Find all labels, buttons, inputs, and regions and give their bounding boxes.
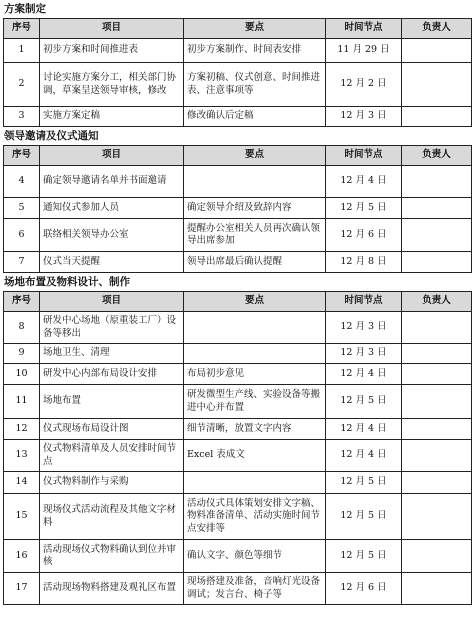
row-item: 研发中心场地（原重装工厂）设备等移出: [40, 312, 184, 344]
row-time: 12 月 6 日: [326, 219, 402, 252]
row-item: 活动现场物料搭建及观礼区布置: [40, 573, 184, 605]
table-row: [4, 494, 472, 540]
table-row: [4, 39, 472, 63]
table-header-row: [4, 19, 472, 39]
row-owner: [402, 166, 472, 198]
row-no: 5: [4, 198, 40, 219]
row-owner: [402, 107, 472, 127]
row-item: 联络相关领导办公室: [40, 219, 184, 252]
row-points: [184, 166, 326, 198]
row-item: 仪式物料制作与采购: [40, 472, 184, 494]
table-row: [4, 573, 472, 605]
row-points: 细节清晰，放置文字内容: [184, 419, 326, 440]
row-item: 讨论实施方案分工，相关部门协调，草案呈送领导审核，修改: [40, 63, 184, 107]
header-no: 序号: [4, 146, 40, 166]
row-time: 12 月 5 日: [326, 494, 402, 540]
row-time: 12 月 4 日: [326, 364, 402, 385]
header-item: 项目: [40, 19, 184, 39]
row-points: 初步方案制作、时间表安排: [184, 39, 326, 63]
row-no: 15: [4, 494, 40, 540]
row-points: [184, 472, 326, 494]
section-title: 场地布置及物料设计、制作: [4, 276, 130, 288]
header-owner: 负责人: [402, 146, 472, 166]
section-table: [3, 291, 472, 605]
row-points: 确定领导介绍及致辞内容: [184, 198, 326, 219]
row-item: 仪式现场布局设计图: [40, 419, 184, 440]
row-points: [184, 312, 326, 344]
row-time: 12 月 3 日: [326, 344, 402, 364]
row-item: 活动现场仪式物料确认到位并审核: [40, 540, 184, 573]
row-time: 12 月 3 日: [326, 312, 402, 344]
row-item: 场地布置: [40, 385, 184, 419]
row-time: 12 月 5 日: [326, 385, 402, 419]
row-time: 12 月 5 日: [326, 472, 402, 494]
table-row: [4, 107, 472, 127]
row-item: 初步方案和时间推进表: [40, 39, 184, 63]
section-3: [3, 273, 471, 605]
row-owner: [402, 419, 472, 440]
row-time: 12 月 8 日: [326, 252, 402, 273]
row-no: 16: [4, 540, 40, 573]
row-owner: [402, 573, 472, 605]
row-no: 11: [4, 385, 40, 419]
row-no: 4: [4, 166, 40, 198]
row-points: 确认文字、颜色等细节: [184, 540, 326, 573]
row-no: 12: [4, 419, 40, 440]
table-row: [4, 312, 472, 344]
table-row: [4, 166, 472, 198]
row-points: 活动仪式具体策划安排文字稿、物料准备清单、活动实施时间节点安排等: [184, 494, 326, 540]
table-header-row: [4, 146, 472, 166]
row-points: 领导出席最后确认提醒: [184, 252, 326, 273]
row-owner: [402, 385, 472, 419]
section-title: 方案制定: [4, 3, 46, 15]
row-no: 6: [4, 219, 40, 252]
row-owner: [402, 219, 472, 252]
row-points: 方案初稿、仪式创意、时间推进表、注意事项等: [184, 63, 326, 107]
row-time: 12 月 6 日: [326, 573, 402, 605]
row-no: 10: [4, 364, 40, 385]
schedule-document: [3, 0, 471, 605]
header-no: 序号: [4, 292, 40, 312]
table-row: [4, 364, 472, 385]
header-points: 要点: [184, 292, 326, 312]
table-row: [4, 344, 472, 364]
header-owner: 负责人: [402, 292, 472, 312]
header-no: 序号: [4, 19, 40, 39]
table-row: [4, 63, 472, 107]
row-no: 17: [4, 573, 40, 605]
row-owner: [402, 63, 472, 107]
row-no: 8: [4, 312, 40, 344]
row-no: 3: [4, 107, 40, 127]
row-owner: [402, 252, 472, 273]
row-owner: [402, 364, 472, 385]
row-no: 13: [4, 440, 40, 472]
row-item: 场地卫生、清理: [40, 344, 184, 364]
row-time: 12 月 2 日: [326, 63, 402, 107]
row-no: 1: [4, 39, 40, 63]
header-owner: 负责人: [402, 19, 472, 39]
row-owner: [402, 494, 472, 540]
row-item: 仪式物料清单及人员安排时间节点: [40, 440, 184, 472]
row-item: 研发中心内部布局设计安排: [40, 364, 184, 385]
row-points: 布局初步意见: [184, 364, 326, 385]
section-2: [3, 127, 471, 273]
row-item: 通知仪式参加人员: [40, 198, 184, 219]
table-row: [4, 385, 472, 419]
table-row: [4, 472, 472, 494]
row-points: 修改确认后定稿: [184, 107, 326, 127]
table-row: [4, 252, 472, 273]
row-points: 提醒办公室相关人员再次确认领导出席参加: [184, 219, 326, 252]
table-row: [4, 440, 472, 472]
row-owner: [402, 344, 472, 364]
row-no: 14: [4, 472, 40, 494]
row-owner: [402, 540, 472, 573]
row-time: 11 月 29 日: [326, 39, 402, 63]
row-time: 12 月 3 日: [326, 107, 402, 127]
row-time: 12 月 5 日: [326, 198, 402, 219]
row-time: 12 月 5 日: [326, 540, 402, 573]
row-item: 确定领导邀请名单并书面邀请: [40, 166, 184, 198]
row-owner: [402, 440, 472, 472]
row-no: 2: [4, 63, 40, 107]
row-points: 现场搭建及准备，音响灯光设备调试；发言台、椅子等: [184, 573, 326, 605]
table-row: [4, 219, 472, 252]
row-points: 研发微型生产线、实验设备等搬进中心并布置: [184, 385, 326, 419]
row-time: 12 月 4 日: [326, 419, 402, 440]
section-table: [3, 145, 472, 273]
header-time: 时间节点: [326, 292, 402, 312]
table-row: [4, 540, 472, 573]
header-item: 项目: [40, 146, 184, 166]
row-owner: [402, 198, 472, 219]
row-owner: [402, 472, 472, 494]
section-1: [3, 0, 471, 127]
header-time: 时间节点: [326, 19, 402, 39]
row-time: 12 月 4 日: [326, 166, 402, 198]
header-points: 要点: [184, 146, 326, 166]
table-header-row: [4, 292, 472, 312]
row-time: 12 月 4 日: [326, 440, 402, 472]
table-row: [4, 419, 472, 440]
table-row: [4, 198, 472, 219]
header-item: 项目: [40, 292, 184, 312]
row-owner: [402, 312, 472, 344]
row-points: Excel 表成文: [184, 440, 326, 472]
row-item: 现场仪式活动流程及其他文字材料: [40, 494, 184, 540]
row-owner: [402, 39, 472, 63]
row-no: 9: [4, 344, 40, 364]
row-item: 实施方案定稿: [40, 107, 184, 127]
section-table: [3, 18, 472, 127]
header-time: 时间节点: [326, 146, 402, 166]
row-points: [184, 344, 326, 364]
row-no: 7: [4, 252, 40, 273]
row-item: 仪式当天提醒: [40, 252, 184, 273]
header-points: 要点: [184, 19, 326, 39]
section-title: 领导邀请及仪式通知: [4, 130, 99, 142]
